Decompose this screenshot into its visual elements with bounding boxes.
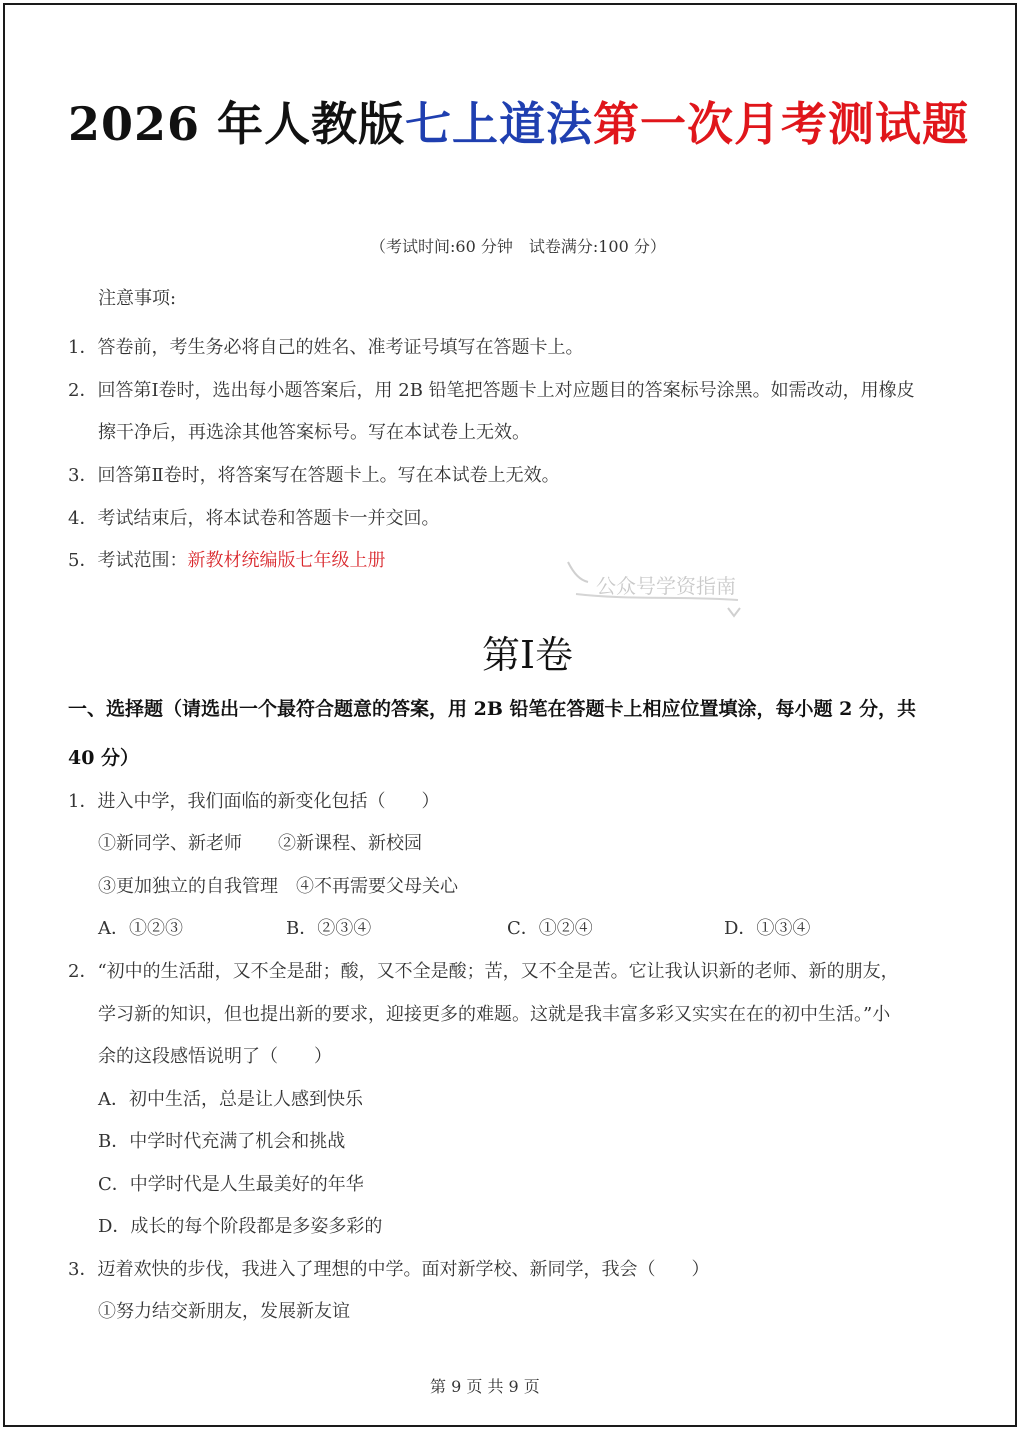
notice-item-4: 4．考试结束后，将本试卷和答题卡一并交回。 <box>68 508 440 529</box>
q1-items-line-1: ①新同学、新老师 ②新课程、新校园 <box>98 833 422 854</box>
section-title: 第Ⅰ卷 <box>482 633 574 677</box>
q1-option-a: A．①②③ <box>98 918 183 939</box>
q1-option-b: B．②③④ <box>286 918 372 939</box>
notice-item-2: 2．回答第Ⅰ卷时，选出每小题答案后，用 2B 铅笔把答题卡上对应题目的答案标号涂黑。如需改动，用橡皮 <box>68 380 915 401</box>
notice-item-1: 1．答卷前，考生务必将自己的姓名、准考证号填写在答题卡上。 <box>68 337 584 358</box>
exam-title <box>68 88 969 154</box>
q3-stem: 3．迈着欢快的步伐，我进入了理想的中学。面对新学校、新同学，我会（ ） <box>68 1259 710 1280</box>
exam-scope: 新教材统编版七年级上册 <box>187 550 386 571</box>
notice-heading: 注意事项: <box>98 288 177 309</box>
q1-stem: 1．进入中学，我们面临的新变化包括（ ） <box>68 791 440 812</box>
q1-option-c: C．①②④ <box>507 918 593 939</box>
title-part-1: 2026 年人教版 <box>68 97 406 151</box>
title-part-3: 第一次月考测试题 <box>593 97 970 151</box>
q2-option-d: D．成长的每个阶段都是多姿多彩的 <box>98 1216 383 1237</box>
q2-stem-line-1: 2．“初中的生活甜，又不全是甜；酸，又不全是酸；苦，又不全是苦。它让我认识新的老师、新的朋友， <box>68 961 899 982</box>
q1-items-line-2: ③更加独立的自我管理 ④不再需要父母关心 <box>98 876 458 897</box>
title-part-2: 七上道法 <box>405 97 594 151</box>
part-heading-line-1: 一、选择题（请选出一个最符合题意的答案，用 2B 铅笔在答题卡上相应位置填涂，每小题 2 分，共 <box>68 698 916 720</box>
q1-option-d: D．①③④ <box>724 918 811 939</box>
q3-item-1: ①努力结交新朋友，发展新友谊 <box>98 1301 350 1322</box>
q2-stem-line-3: 余的这段感悟说明了（ ） <box>98 1046 332 1067</box>
notice-item-2-cont: 擦干净后，再选涂其他答案标号。写在本试卷上无效。 <box>98 422 530 443</box>
q2-option-a: A．初中生活，总是让人感到快乐 <box>98 1089 363 1110</box>
notice-item-5-prefix: 5．考试范围： <box>68 550 188 571</box>
exam-info: （考试时间:60 分钟 试卷满分:100 分） <box>370 237 666 256</box>
q2-option-c: C．中学时代是人生最美好的年华 <box>98 1174 364 1195</box>
q2-option-b: B．中学时代充满了机会和挑战 <box>98 1131 346 1152</box>
notice-item-5 <box>68 546 385 572</box>
watermark-text: 公众号学资指南 <box>596 574 736 598</box>
page-footer: 第 9 页 共 9 页 <box>430 1377 540 1396</box>
part-heading-line-2: 40 分） <box>68 747 140 769</box>
notice-item-3: 3．回答第Ⅱ卷时，将答案写在答题卡上。写在本试卷上无效。 <box>68 465 560 486</box>
q2-stem-line-2: 学习新的知识，但也提出新的要求，迎接更多的难题。这就是我丰富多彩又实实在在的初中生活。”小 <box>98 1004 891 1025</box>
